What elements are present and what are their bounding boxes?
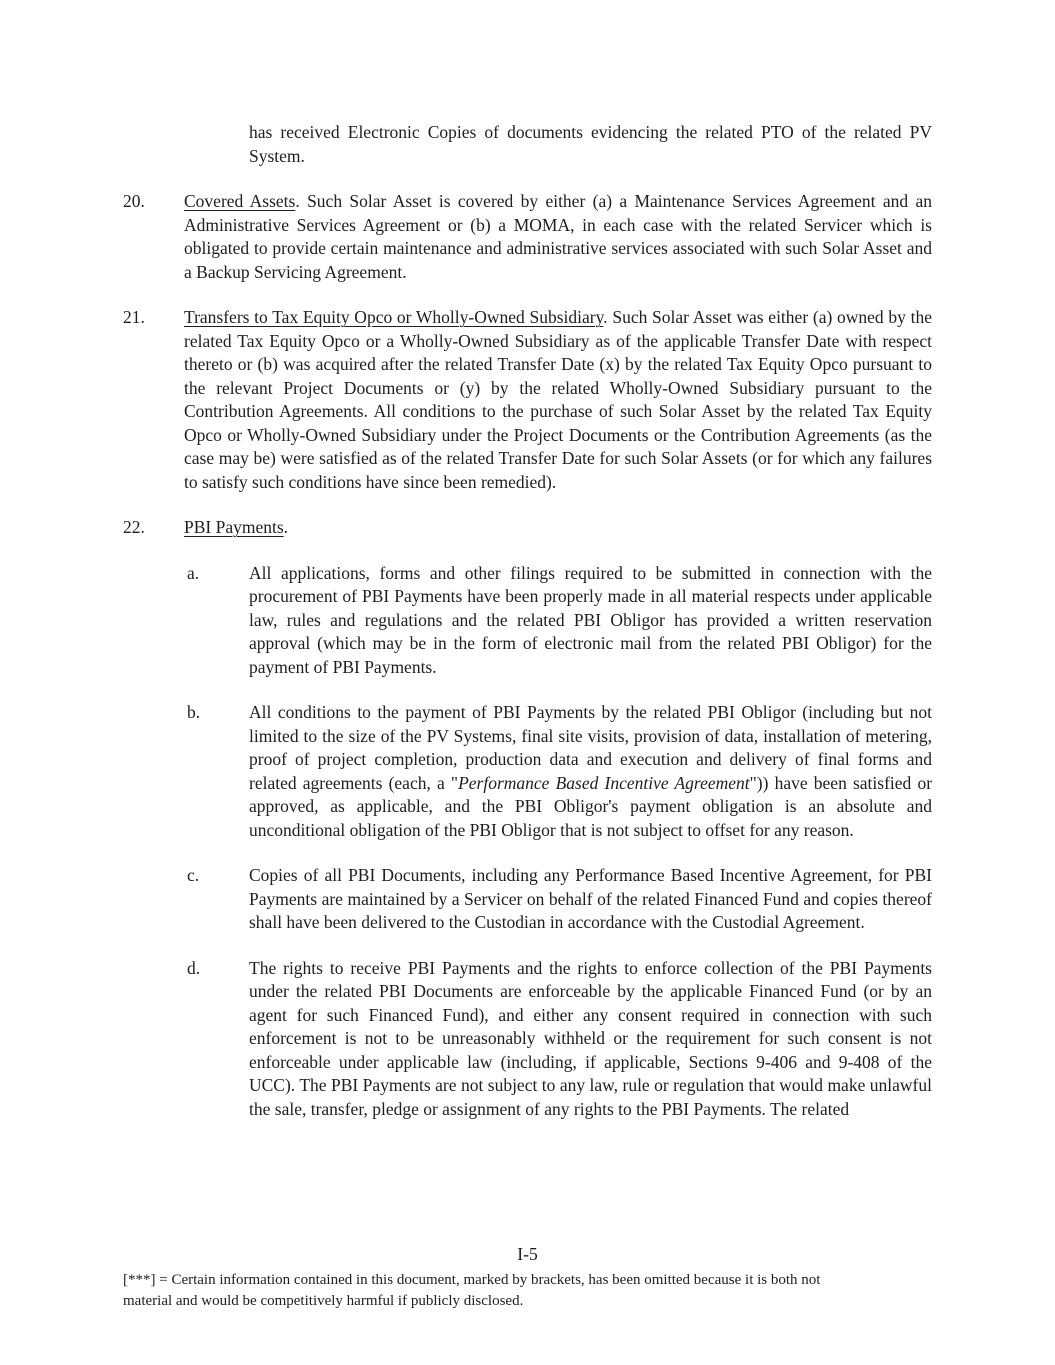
defined-term-italic: Performance Based Incentive Agreement xyxy=(458,772,750,793)
item-heading: Transfers to Tax Equity Opco or Wholly-Owned Subsidiary xyxy=(184,307,604,327)
footnote xyxy=(123,1270,932,1312)
sub-item-body-text: Copies of all PBI Documents, including any Performance Based Incentive Agreement, for PBI Payments are maintained by a Servicer on behalf of the related Financed Fund and copies thereof shall have been delivered to the Custodian in accordance with the Custodial Agreement. xyxy=(249,865,932,932)
sub-item-letter: a. xyxy=(187,562,200,583)
sub-item-text xyxy=(249,957,932,1122)
footnote-line: material and would be competitively harmful if publicly disclosed. xyxy=(123,1292,524,1309)
item-body-text: . xyxy=(283,517,289,537)
document-body xyxy=(123,121,932,1143)
item-heading: Covered Assets xyxy=(184,191,296,211)
sub-item-text xyxy=(249,562,932,680)
sub-item-letter: b. xyxy=(187,702,201,722)
list-item-21 xyxy=(123,306,932,494)
page-number: I-5 xyxy=(517,1244,538,1264)
sub-item-letter: c. xyxy=(187,865,200,885)
item-text xyxy=(184,190,932,284)
sub-item-b xyxy=(123,701,932,842)
item-number: 21. xyxy=(123,307,145,327)
item-body-text: . Such Solar Asset is covered by either (a) a Maintenance Services Agreement and an Administrative Services Agreement or (b) a MOMA, in each case with the related Servicer which is obligated to provide certain maintenance and administrative services associated with such Solar Asset and a Backup Servicing Agreement. xyxy=(184,191,932,282)
sub-item-letter: d. xyxy=(187,957,201,978)
sub-item-a xyxy=(123,562,932,680)
sub-item-text xyxy=(249,701,932,842)
item-text xyxy=(184,306,932,494)
item-heading: PBI Payments xyxy=(184,517,284,537)
list-item-22 xyxy=(123,516,932,540)
item-body-text: . Such Solar Asset was either (a) owned by the related Tax Equity Opco or a Wholly-Owned Subsidiary as of the applicable Transfer Date with respect thereto or (b) was acquired after the related Transfer Date (x) by the related Tax Equity Opco pursuant to the relevant Project Documents or (y) by the related Wholly-Owned Subsidiary pursuant to the Contribution Agreements. All conditions to the purchase of such Solar Asset by the related Tax Equity Opco or Wholly-Owned Subsidiary under the Project Documents or the Contribution Agreements (as the case may be) were satisfied as of the related Transfer Date for such Solar Assets (or for which any failures to satisfy such conditions have since been remedied). xyxy=(184,307,932,492)
sub-item-c xyxy=(123,864,932,935)
list-item-20 xyxy=(123,190,932,284)
sub-item-text xyxy=(249,864,932,935)
footnote-line: [***] = Certain information contained in this document, marked by brackets, has been omitted because it is both not xyxy=(123,1271,821,1288)
sub-item-body-text: All conditions to the payment of PBI Payments by the related PBI Obligor (including but not limited to the size of the PV Systems, final site visits, provision of data, installation of metering, proof of project completion, production data and execution and delivery of final forms and related agreements (each, a " xyxy=(249,702,932,793)
sub-item-body-text: The rights to receive PBI Payments and the rights to enforce collection of the PBI Payments under the related PBI Documents are enforceable by the applicable Financed Fund (or by an agent for such Financed Fund), and either any consent required in connection with such enforcement is not to be unreasonably withheld or the requirement for such consent is not enforceable under applicable law (including, if applicable, Sections 9-406 and 9-408 of the UCC). The PBI Payments are not subject to any law, rule or regulation that would make unlawful the sale, transfer, pledge or assignment of any rights to the PBI Payments. The related xyxy=(249,957,932,1119)
sub-item-body-text: All applications, forms and other filings required to be submitted in connection with the procurement of PBI Payments have been properly made in all material respects under applicable law, rules and regulations and the related PBI Obligor has provided a written reservation approval (which may be in the form of electronic mail from the related PBI Obligor) for the payment of PBI Payments. xyxy=(249,562,932,677)
intro-paragraph: has received Electronic Copies of documents evidencing the related PTO of the related PV System. xyxy=(249,122,932,166)
item-number: 20. xyxy=(123,191,145,211)
sub-item-body-text: ")) have been satisfied or approved, as applicable, and the PBI Obligor's payment obligation is an absolute and unconditional obligation of the PBI Obligor that is not subject to offset for any reason. xyxy=(249,772,933,840)
item-text xyxy=(184,516,932,540)
sub-item-d xyxy=(123,957,932,1122)
page-footer xyxy=(123,1243,932,1312)
item-number: 22. xyxy=(123,517,145,537)
